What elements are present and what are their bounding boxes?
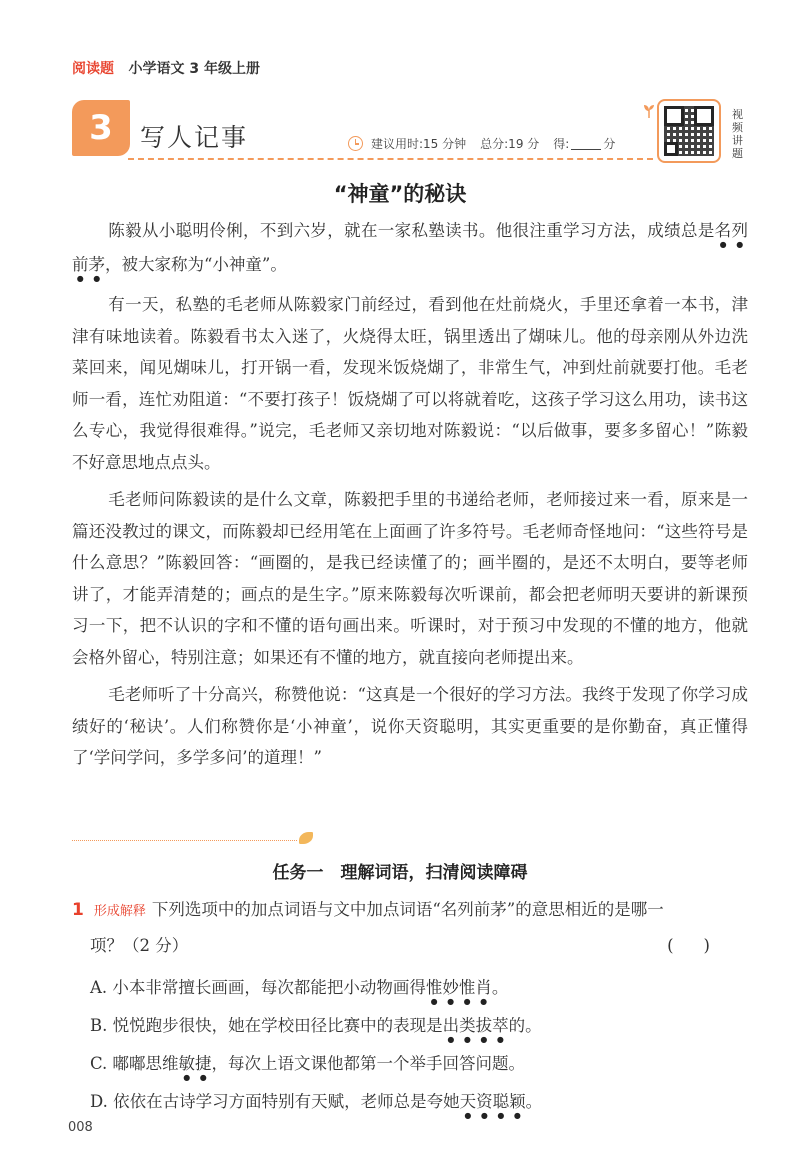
unit-title: 写人记事 bbox=[140, 123, 249, 152]
paragraph-1: 陈毅从小聪明伶俐，不到六岁，就在一家私塾读书。他很注重学习方法，成绩总是名列前茅，被大家称为“小神童”。 bbox=[72, 221, 749, 274]
clock-icon bbox=[348, 136, 363, 151]
page-header bbox=[72, 58, 260, 78]
task-title: 任务一 理解词语，扫清阅读障碍 bbox=[272, 863, 528, 883]
option-b[interactable]: B. 悦悦跑步很快，她在学校田径比赛中的表现是出类拔萃的。 bbox=[90, 1016, 542, 1035]
article-title: “神童”的秘诀 bbox=[333, 182, 467, 206]
grade-label: 小学语文 3 年级上册 bbox=[128, 61, 260, 77]
total-score: 总分:19 分 bbox=[480, 137, 540, 151]
paragraph-3: 毛老师问陈毅读的是什么文章，陈毅把手里的书递给老师，老师接过来一看，原来是一篇还没教过的课文，而陈毅却已经用笔在上面画了许多符号。毛老师奇怪地问：“这些符号是什么意思？”陈毅回答：“画圈的，是我已经读懂了的；画半圈的，是还不太明白，要等老师讲了，才能弄清楚的；画点的是生字。”原来陈毅每次听课前，都会把老师明天要讲的新课预习一下，把不认识的字和不懂的语句画出来。听课时，对于预习中发现的不懂的地方，他就会格外留心，特别注意；如果还有不懂的地方，就直接向老师提出来。 bbox=[72, 490, 748, 667]
sprout-icon bbox=[643, 104, 655, 118]
option-a[interactable]: A. 小本非常擅长画画，每次都能把小动物画得惟妙惟肖。 bbox=[90, 978, 509, 997]
emphasized-word: 名列前茅 bbox=[72, 221, 749, 274]
article-body bbox=[72, 215, 748, 780]
question-tag: 形成解释 bbox=[93, 904, 146, 919]
qr-code[interactable] bbox=[657, 99, 721, 163]
score-unit: 分 bbox=[603, 137, 616, 151]
section-divider bbox=[72, 840, 297, 841]
question-1 bbox=[72, 893, 748, 1121]
paragraph-4: 毛老师听了十分高兴，称赞他说：“这真是一个很好的学习方法。我终于发现了你学习成绩好的‘秘诀’。人们称赞你是‘小神童’，说你天资聪明，其实更重要的是你勤奋，真正懂得了‘学问学问，多学多问’的道理！” bbox=[72, 685, 748, 767]
score-got-label: 得: bbox=[553, 137, 570, 151]
qr-code-icon bbox=[664, 106, 714, 156]
options-list bbox=[72, 969, 748, 1121]
question-stem-cont: 项？（2 分） () bbox=[72, 929, 748, 963]
video-explanation-label: 视频讲题 bbox=[732, 108, 743, 160]
score-blank[interactable] bbox=[571, 138, 601, 150]
option-d[interactable]: D. 依依在古诗学习方面特别有天赋，老师总是夸她天资聪颖。 bbox=[90, 1092, 543, 1111]
unit-number-badge: 3 bbox=[72, 100, 130, 156]
paragraph-2: 有一天，私塾的毛老师从陈毅家门前经过，看到他在灶前烧火，手里还拿着一本书，津津有味地读着。陈毅看书太入迷了，火烧得太旺，锅里透出了煳味儿。他的母亲刚从外边洗菜回来，闻见煳味儿，打开锅一看，发现米饭烧煳了，非常生气，冲到灶前就要打他。毛老师一看，连忙劝阻道：“不要打孩子！饭烧煳了可以将就着吃，这孩子学习这么用功，读书这么专心，我觉得很难得。”说完，毛老师又亲切地对陈毅说：“以后做事，要多多留心！”陈毅不好意思地点点头。 bbox=[72, 295, 748, 472]
leaf-icon bbox=[299, 832, 313, 844]
answer-blank[interactable]: () bbox=[667, 936, 740, 955]
suggested-time: 建议用时:15 分钟 bbox=[371, 137, 467, 151]
page-number: 008 bbox=[68, 1120, 93, 1135]
option-c[interactable]: C. 嘟嘟思维敏捷，每次上语文课他都第一个举手回答问题。 bbox=[90, 1054, 526, 1073]
question-number: 1 bbox=[72, 900, 84, 920]
unit-underline bbox=[128, 158, 653, 160]
exercise-meta bbox=[348, 135, 615, 152]
question-stem: 1 形成解释 下列选项中的加点词语与文中加点词语“名列前茅”的意思相近的是哪一 bbox=[72, 900, 664, 920]
section-tag: 阅读题 bbox=[72, 61, 114, 77]
